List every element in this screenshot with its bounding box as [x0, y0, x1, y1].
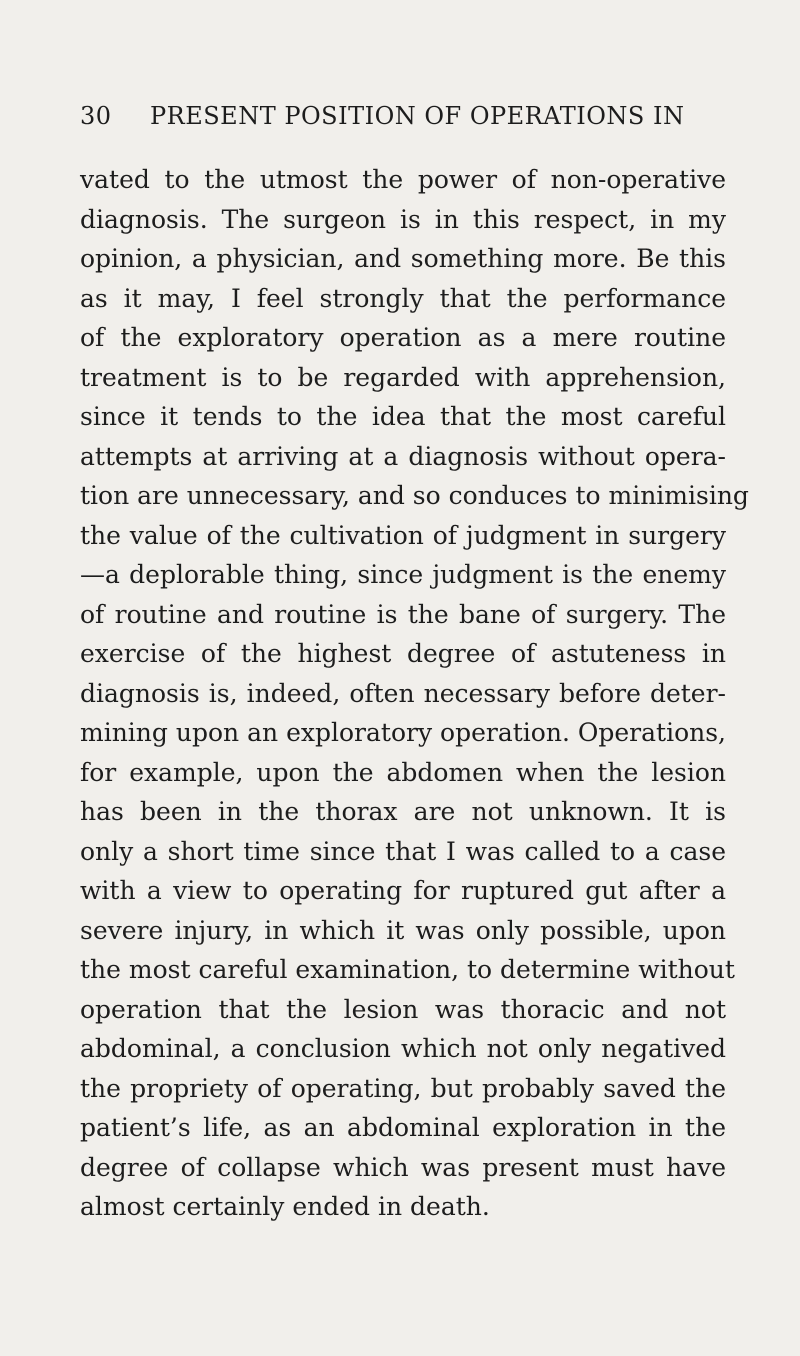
- text-line: abdominal, a conclusion which not only negatived: [80, 1034, 726, 1063]
- text-line: attempts at arriving at a diagnosis without opera-: [80, 441, 726, 471]
- running-head: [80, 96, 740, 136]
- text-line: severe injury, in which it was only possible, upon: [80, 915, 726, 945]
- text-line: of the exploratory operation as a mere routine: [80, 323, 726, 352]
- text-line: for example, upon the abdomen when the lesion: [80, 757, 726, 787]
- running-head-title: PRESENT POSITION OF OPERATIONS IN: [150, 102, 685, 130]
- text-line: vated to the utmost the power of non-operative: [80, 165, 726, 194]
- text-line: the value of the cultivation of judgment in surgery: [80, 520, 726, 550]
- text-line: treatment is to be regarded with apprehension,: [80, 362, 726, 392]
- page-number: 30: [80, 102, 112, 130]
- text-line: opinion, a physician, and something more. Be this: [80, 244, 726, 273]
- text-line: exercise of the highest degree of astuteness in: [80, 639, 726, 668]
- text-line: degree of collapse which was present must have: [80, 1152, 726, 1182]
- text-line: only a short time since that I was called to a case: [80, 836, 726, 866]
- text-line: tion are unnecessary, and so conduces to minimising: [80, 481, 749, 510]
- text-line: operation that the lesion was thoracic and not: [80, 994, 726, 1024]
- text-line: diagnosis. The surgeon is in this respect, in my: [80, 204, 726, 234]
- text-line: since it tends to the idea that the most careful: [80, 402, 726, 431]
- text-line: diagnosis is, indeed, often necessary before deter-: [80, 678, 726, 708]
- text-line: the most careful examination, to determine without: [80, 955, 735, 984]
- text-line: with a view to operating for ruptured gut after a: [80, 876, 726, 905]
- text-line: has been in the thorax are not unknown. It is: [80, 797, 726, 826]
- text-line: as it may, I feel strongly that the performance: [80, 283, 726, 313]
- text-line: mining upon an exploratory operation. Operations,: [80, 718, 726, 747]
- text-line: patient’s life, as an abdominal exploration in the: [80, 1113, 726, 1142]
- body-text: [80, 160, 749, 1227]
- text-line: almost certainly ended in death.: [80, 1192, 490, 1221]
- text-line: —a deplorable thing, since judgment is the enemy: [80, 560, 726, 589]
- text-line: the propriety of operating, but probably saved the: [80, 1073, 726, 1103]
- text-line: of routine and routine is the bane of surgery. The: [80, 599, 726, 629]
